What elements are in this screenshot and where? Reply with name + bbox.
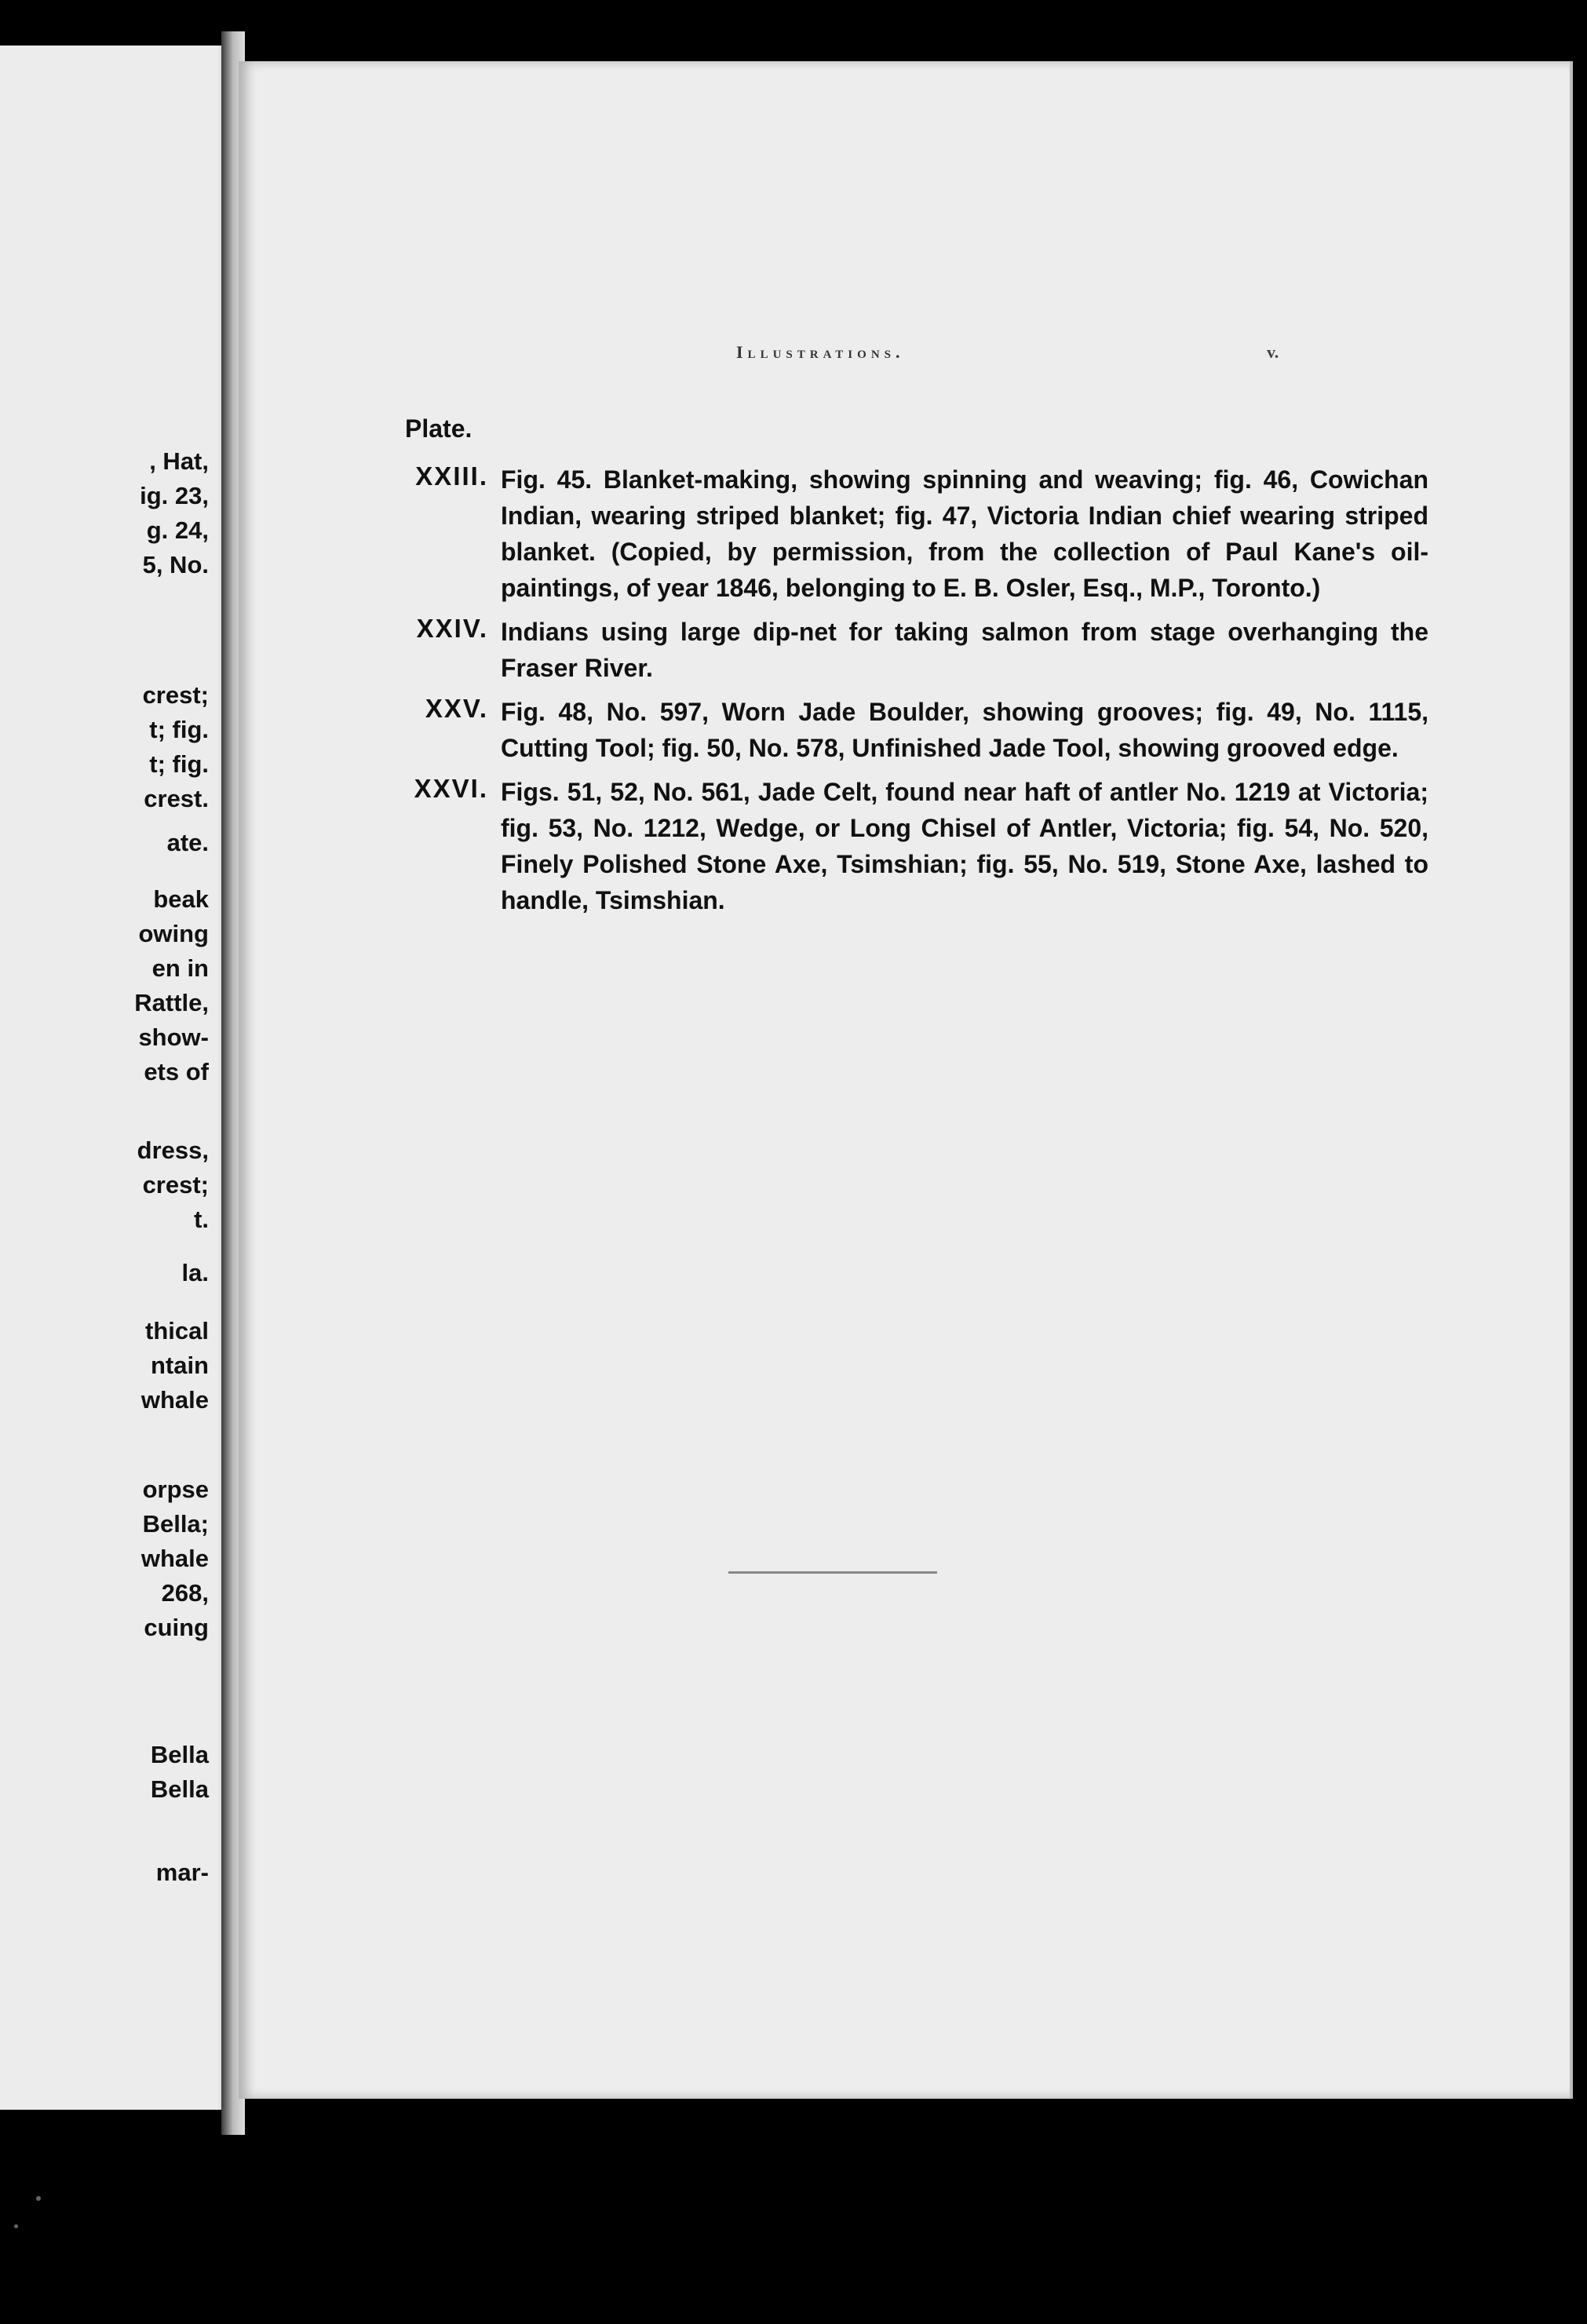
left-fragment: Bella [150,1775,209,1803]
section-rule [728,1571,937,1574]
left-fragment: la. [181,1259,209,1286]
left-fragment: Bella; [142,1510,209,1538]
left-fragment: t; fig. [149,750,209,778]
left-fragment: 268, [161,1579,209,1607]
left-fragment: ntain [150,1352,209,1379]
left-fragment: owing [138,920,209,947]
left-fragment: 5, No. [142,551,209,578]
left-fragment: mar- [155,1859,209,1886]
left-fragment: ate. [166,829,209,856]
running-head-title: Illustrations. [736,342,905,362]
scan-speck [36,2196,41,2201]
left-fragment: g. 24, [146,516,209,544]
left-fragment: orpse [142,1476,209,1503]
left-fragment: en in [151,954,209,982]
left-fragment: , Hat, [149,447,209,475]
left-fragment: cuing [144,1614,209,1641]
plate-description: Figs. 51, 52, No. 561, Jade Celt, found near haft of antler No. 1219 at Victoria; fig. 53, No. 1212, Wedge, or Long Chisel of Antler, Victoria; fig. 54, No. 520, Finely Polished Stone Axe, Tsimshian; fig. 55, No. 519, Stone Axe, lashed to handle, Tsimshian. [501,778,1428,914]
plate-entry [369,462,1428,606]
plate-entry [369,614,1428,686]
plate-numeral: XXIII. [415,462,488,491]
plate-entry [369,774,1428,918]
plate-numeral: XXVI. [414,774,488,803]
left-fragment: dress, [137,1136,209,1164]
running-head [239,342,1573,374]
left-fragment: show- [138,1023,209,1051]
plate-description: Fig. 45. Blanket-making, showing spinning and weaving; fig. 46, Cowichan Indian, wearing striped blanket; fig. 47, Victoria Indian chief wearing striped blanket. (Copied, by permission, from the collection of Paul Kane's oil-paintings, of year 1846, belonging to E. B. Osler, Esq., M.P., Toronto.) [501,465,1428,602]
left-fragment: crest; [142,681,209,709]
right-page [239,61,1573,2099]
left-fragment: t. [194,1206,209,1233]
plate-numeral: XXIV. [416,614,488,643]
plate-entry [369,694,1428,766]
left-fragment: thical [145,1317,209,1344]
plate-heading: Plate. [405,414,472,443]
left-fragment: beak [153,885,209,913]
left-fragment: Bella [150,1741,209,1768]
plate-description: Fig. 48, No. 597, Worn Jade Boulder, showing grooves; fig. 49, No. 1115, Cutting Tool; fig. 50, No. 578, Unfinished Jade Tool, showing grooved edge. [501,698,1428,762]
plate-list [369,462,1428,926]
left-fragment: ig. 23, [140,482,209,509]
scan-speck [14,2224,18,2228]
page-number: v. [1267,342,1279,362]
plate-description: Indians using large dip-net for taking salmon from stage overhanging the Fraser River. [501,618,1428,682]
left-fragment: crest. [144,785,209,812]
left-fragment: t; fig. [149,716,209,743]
left-page [0,46,235,2110]
left-fragment: whale [140,1545,209,1572]
left-fragment: ets of [144,1058,209,1085]
left-fragment: Rattle, [134,989,209,1016]
left-fragment: whale [140,1386,209,1414]
plate-numeral: XXV. [425,694,488,723]
left-fragment: crest; [142,1171,209,1198]
